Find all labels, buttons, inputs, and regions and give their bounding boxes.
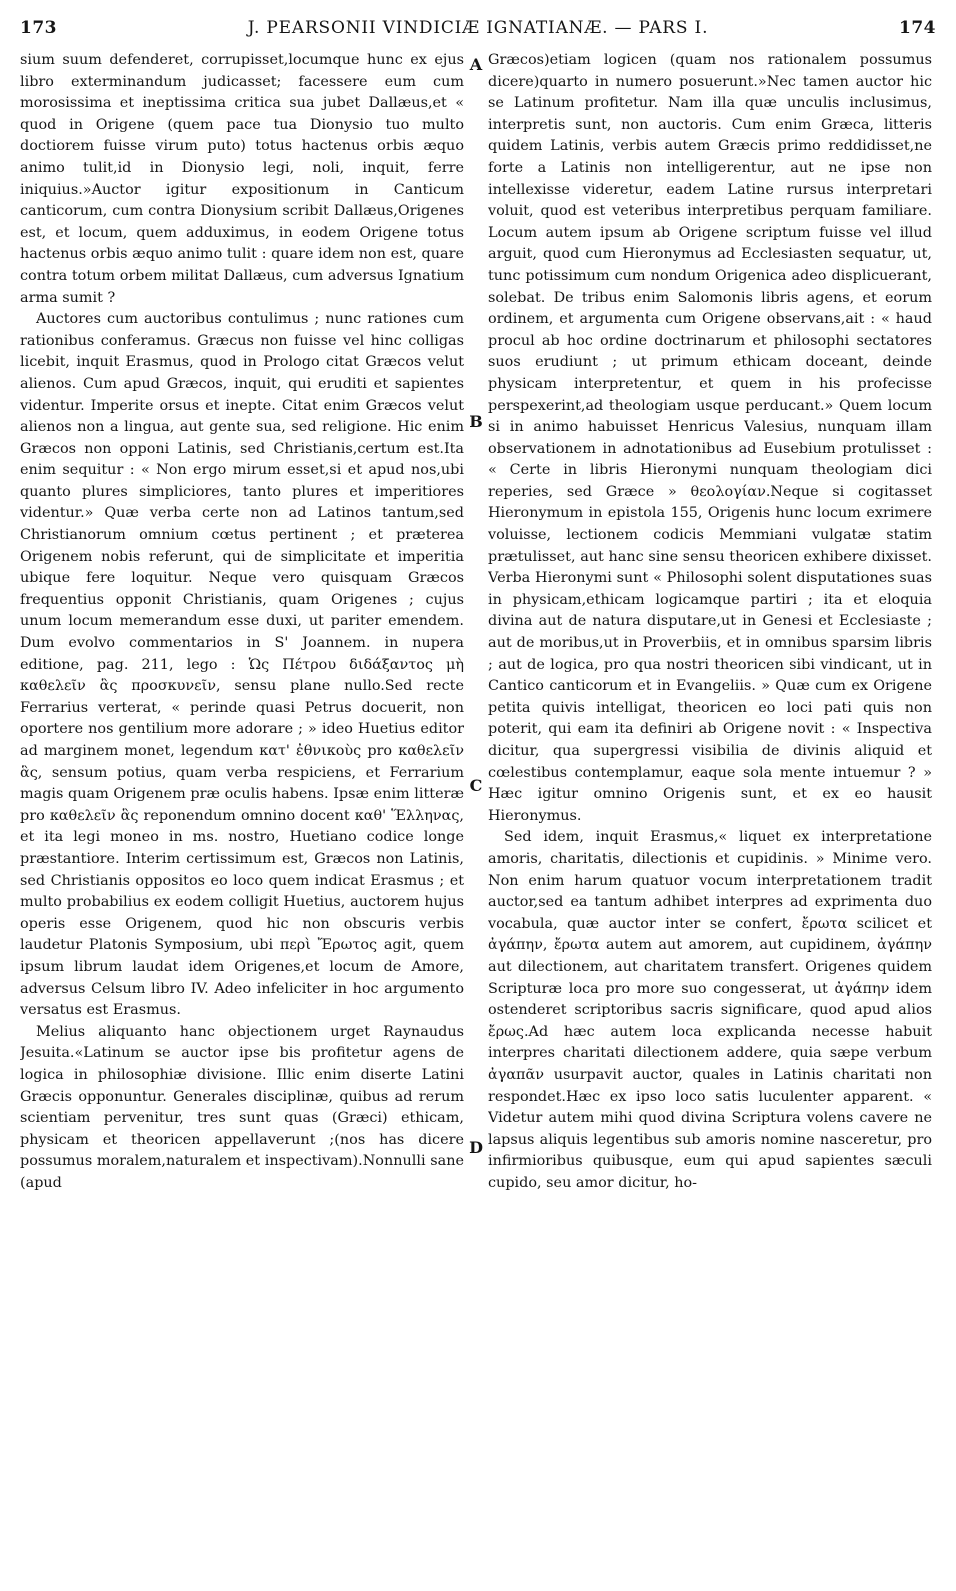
paragraph: Græcos)etiam logicen (quam nos rationalem possumus dicere)quarto in numero posuerunt.»Nec tamen auctor hic se Latinum profitetur. Nam illa quæ unculis inclusimus, interpretis sunt, non auctoris. Cum enim Græca, litteris quidem Latinis, verbis autem Græcis primo reddidisset,ne forte a Latinis non intelligerentur, aut ne ipse non intellexisse videretur, eadem Latine rursus interpretari voluit, quod est veteribus interpretibus perquam familiare. Locum autem ipsum ab Origene scriptum fuisse vel illud arguit, quod cum Hieronymus ad Ecclesiasten sequatur, ut, tunc potissimum cum nondum Origenica adeo displicuerant, solebat. De tribus enim Salomonis libris agens, et eorum ordinem, et argumenta cum Origene observans,ait : « haud procul ab hoc ordine doctrinarum et philosophi sectatores suos erudiunt ; ut primum ethicam doceant, deinde physicam interpretentur, et quem in his profecisse perspexerint,ad theologiam usque perducant.» Quem locum si in animo habuisset Henricus Valesius, nunquam illam observationem in adnotationibus ad Eusebium protulisset : « Certe in libris Hieronymi nunquam theologiam dici reperies, sed Græce » θεολογίαν.Neque si cogitasset Hieronymum in epistola 155, Origenis hunc locum exrimere voluisse, lectionem codicis Memmiani vulgatæ statim prætulisset, aut hanc sine sensu theoricen exhibere dixisset. Verba Hieronymi sunt « Philosophi solent disputationes suas in physicam,ethicam logicamque partiri ; ita et eloquia divina aut de natura disputare,ut in Genesi et Ecclesiaste ; aut de moribus,ut in Proverbiis, et in omnibus sparsim libris ; aut de logica, pro qua nostri theoricen sibi vindicant, ut in Cantico canticorum et in Evangeliis. » Quæ cum ex Origene petita quivis intelligat, theoricen eo loci pati quis non poterit, qui eam ita definiri ab Origene novit : « Inspectiva dicitur, qua supergressi visibilia de divinis aliquid et cœlestibus contemplamur, eaque sola mente intuemur ? » Hæc igitur omnino Origenis sunt, et ex eo hausit Hieronymus.	[488, 52, 932, 824]
right-column	[488, 50, 932, 1580]
paragraph: Auctores cum auctoribus contulimus ; nunc rationes cum rationibus conferamus. Græcus non fuisse vel hinc colligas licebit, inquit Erasmus, quod in Prologo citat Græcos velut alienos. Cum apud Græcos, inquit, qui eruditi et sapientes videntur. Imperite orsus et inepte. Citat enim Græcos velut alienos non a lingua, aut gente sua, sed religione. Hic enim Græcos non opponi Latinis, sed Christianis,certum est.Ita enim sequitur : « Non ergo mirum esset,si et apud nos,ubi quanto plures simpliciores, tanto plures et imperitiores videntur.» Quæ verba certe non ad Latinos tantum,sed Christianorum omnium cœtus pertinent ; et præterea Origenem nobis referunt, qui de simplicitate et imperitia ubique fere loquitur. Neque vero quisquam Græcos frequentius opponit Christianis, quam Origenes ; cujus unum locum memerandum esse duxi, ut pariter emendem. Dum evolvo commentarios in S' Joannem. in nupera editione, pag. 211, lego : Ὡς Πέτρου διδάξαντος μὴ καθελεῖν ἃς προσκυνεῖν, sensu plane nullo.Sed recte Ferrarius verterat, « perinde quasi Petrus docuerit, non oportere nos gentilium more adorare ; » ideo Huetius editor ad marginem monet, legendum κατ' ἐθνικοὺς pro καθελεῖν ἃς, sensum potius, quam verba respiciens, et Ferrarium magis quam Origenem præ oculis habens. Ipsæ enim litteræ pro καθελεῖν ἃς reponendum omnino docent καθ' Ἕλληνας, et ita legi moneo in ms. nostro, Huetiano codice longe præstantiore. Interim certissimum est, Græcos non Latinis, sed Christianis oppositos eo loco quem indicat Erasmus ; et multo probabilius ex eodem colligit Huetius, auctorem hujus operis esse Origenem, quod hic non obscuris verbis laudetur Platonis Symposium, ubi περὶ Ἔρωτος agit, quem ipsum librum laudat idem Origenes,et locum de Amore, adversus Celsum libro IV. Adeo infeliciter in hoc argumento versatus est Erasmus.	[20, 311, 464, 1019]
page-number-right: 174	[899, 18, 936, 38]
page-number-left: 173	[20, 18, 57, 38]
paragraph: sium suum defenderet, corrupisset,locumque hunc ex ejus libro exterminandum judicasset; facessere eum cum morosissima et ineptissima critica sua jubet Dallæus,et « quod in Origene (quem pace tua Dionysio tuo multo doctiorem fuisse virum puto) totus hactenus orbis æquo animo tulit,id in Dionysio legi, noli, inquit, ferre iniquius.»Auctor igitur expositionum in Canticum canticorum, cum contra Dionysium scribit Dallæus,Origenes est, et locum, quem adduximus, in eodem Origene totus hactenus orbis æquo animo tulit : quare idem non est, quare contra totum orbem militat Dallæus, cum adversus Ignatium arma sumit ?	[20, 52, 464, 306]
running-title: J. PEARSONII VINDICIÆ IGNATIANÆ. — PARS I.	[247, 18, 709, 38]
paragraph: Sed idem, inquit Erasmus,« liquet ex interpretatione amoris, charitatis, dilectionis et cupidinis. » Minime vero. Non enim harum quatuor vocum interpretationem tradit auctor,sed ea tantum adhibet interpres ad exprimenta duo vocabula, quæ auctor inter se confert, ἔρωτα scilicet et ἀγάπην, ἔρωτα autem aut amorem, aut cupidinem, ἀγάπην aut dilectionem, aut charitatem transfert. Origenes quidem Scripturæ loca pro more suo congesserat, ut ἀγάπην idem ostenderet scriptoribus sacris significare, quod apud alios ἔρως.Ad hæc autem loca explicanda necesse habuit interpres charitati dilectionem addere, quia sæpe verbum ἀγαπᾶν usurpavit auctor, quales in Latinis charitati non respondet.Hæc ex ipso loco satis luculenter apparent. « Videtur autem mihi quod divina Scriptura volens cavere ne lapsus aliquis legentibus sub amoris nomine nasceretur, pro infirmioribus quibusque, eum qui apud sapientes sæculi cupido, seu amor dicitur, ho-	[488, 829, 932, 1191]
page-header	[20, 18, 936, 48]
margin-letter-c: C	[469, 776, 483, 795]
margin-letter-b: B	[469, 412, 483, 431]
margin-letter-d: D	[469, 1138, 483, 1157]
paragraph: Melius aliquanto hanc objectionem urget Raynaudus Jesuita.«Latinum se auctor ipse bis profitetur agens de logica in philosophiæ divisione. Illic enim diserte Latini Græcis opponuntur. Generales disciplinæ, quibus ad rerum scientiam pervenitur, tres sunt quas (Græci) ethicam, physicam et theoricen appellaverunt ;(nos has dicere possumus moralem,naturalem et inspectivam).Nonnulli sane (apud	[20, 1023, 464, 1191]
margin-letter-a: A	[469, 55, 483, 74]
left-column	[20, 50, 464, 1580]
